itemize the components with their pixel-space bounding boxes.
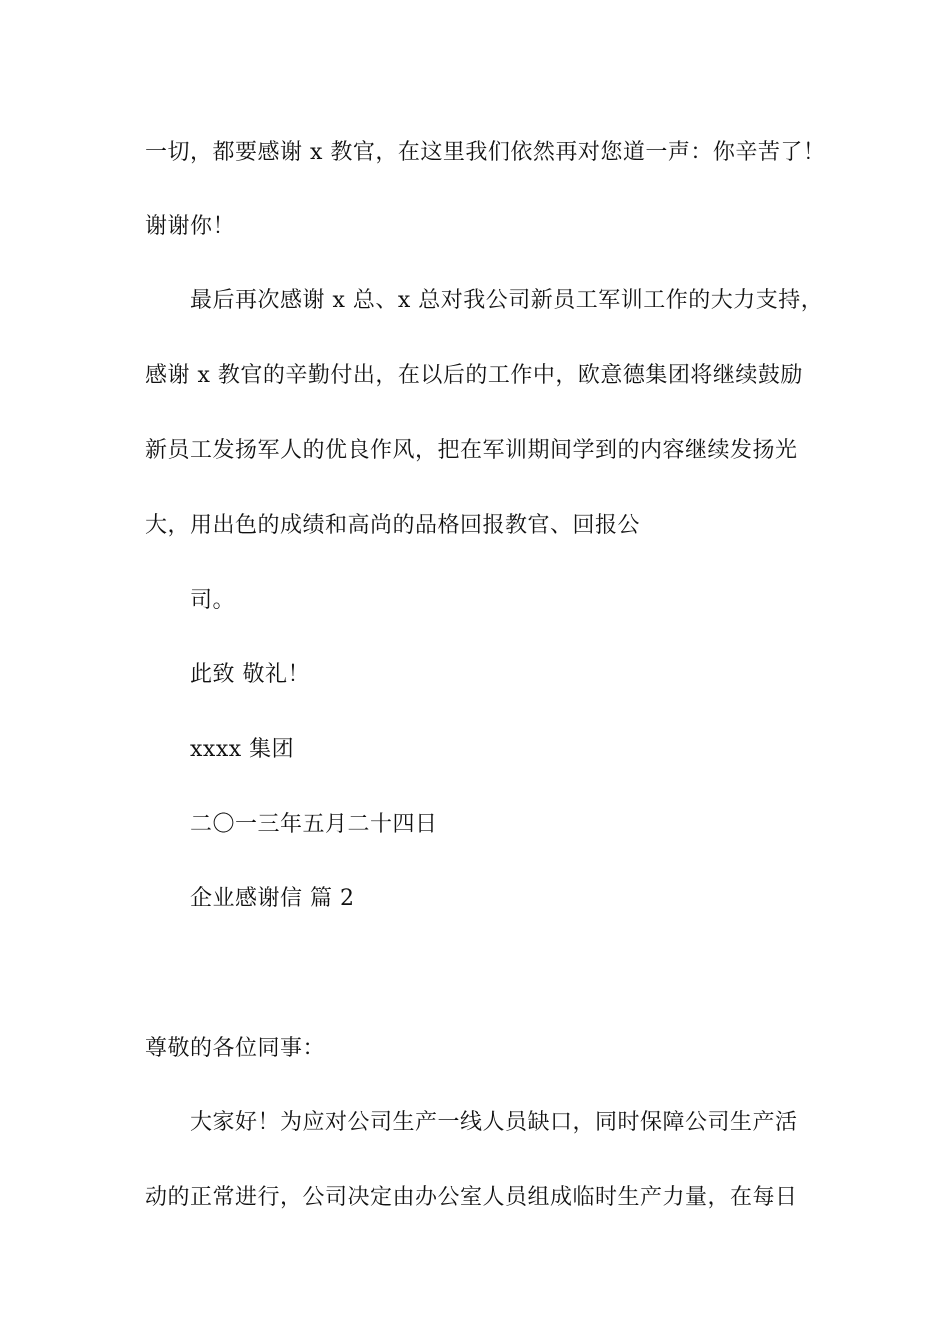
text-line: 大，用出色的成绩和高尚的品格回报教官、回报公 bbox=[145, 513, 641, 538]
letter-greeting: 尊敬的各位同事： bbox=[145, 1036, 326, 1061]
text-line: 谢谢你！ bbox=[145, 214, 236, 239]
section-title: 企业感谢信 篇 2 bbox=[190, 886, 355, 911]
text-line: 最后再次感谢 x 总、x 总对我公司新员工军训工作的大力支持， bbox=[190, 288, 824, 313]
text-line: 司。 bbox=[190, 588, 236, 613]
text-line: 新员工发扬军人的优良作风，把在军训期间学到的内容继续发扬光 bbox=[145, 438, 798, 463]
closing-salutation: 此致 敬礼！ bbox=[190, 662, 310, 687]
text-line: 大家好！为应对公司生产一线人员缺口，同时保障公司生产活 bbox=[190, 1110, 798, 1135]
signature-date: 二〇一三年五月二十四日 bbox=[190, 812, 438, 837]
text-line: 一切，都要感谢 x 教官，在这里我们依然再对您道一声：你辛苦了！ bbox=[145, 140, 826, 165]
text-line: 感谢 x 教官的辛勤付出，在以后的工作中，欧意德集团将继续鼓励 bbox=[145, 363, 803, 388]
text-line: 动的正常进行，公司决定由办公室人员组成临时生产力量，在每日 bbox=[145, 1185, 798, 1210]
signature-org: xxxx 集团 bbox=[190, 737, 295, 762]
